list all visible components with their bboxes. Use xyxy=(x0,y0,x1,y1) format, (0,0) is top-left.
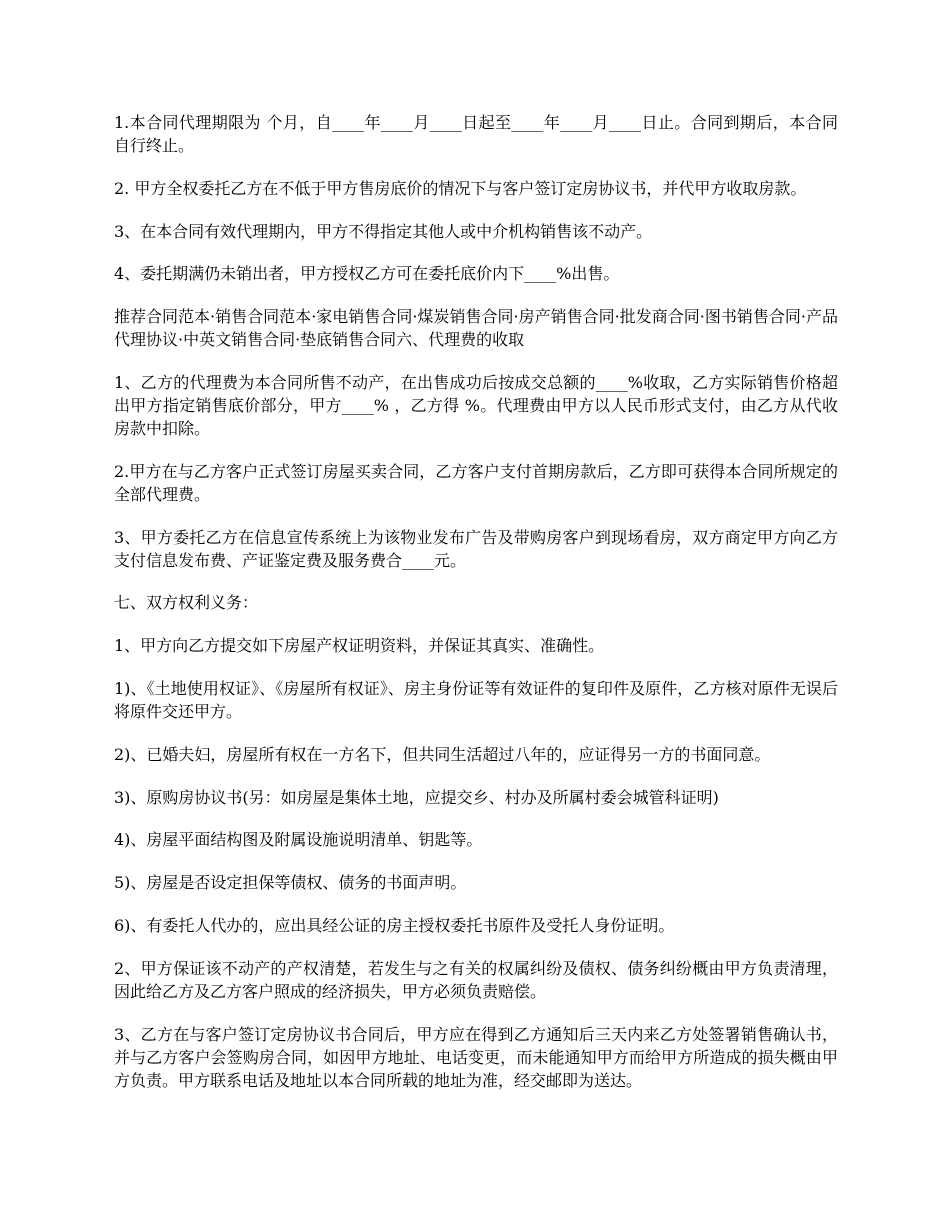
doc-item-1: 1)、《土地使用权证》、《房屋所有权证》、房主身份证等有效证件的复印件及原件，乙方核对原件无误后将原件交还甲方。 xyxy=(114,678,838,721)
clause-price-reduction: 4、委托期满仍未销出者，甲方授权乙方可在委托底价内下____%出售。 xyxy=(114,264,620,284)
doc-item-6: 6)、有委托人代办的，应出具经公证的房主授权委托书原件及受托人身份证明。 xyxy=(114,915,675,935)
recommended-templates-and-section-6-heading: 推荐合同范本·销售合同范本·家电销售合同·煤炭销售合同·房产销售合同·批发商合同·图书销售合同·产品代理协议·中英文销售合同·垫底销售合同六、代理费的收取 xyxy=(114,307,838,350)
section-7-heading: 七、双方权利义务： xyxy=(114,593,259,613)
doc-item-2: 2)、已婚夫妇，房屋所有权在一方名下，但共同生活超过八年的，应证得另一方的书面同意。 xyxy=(114,744,771,764)
clause-title-documents: 1、甲方向乙方提交如下房屋产权证明资料，并保证其真实、准确性。 xyxy=(114,636,605,656)
doc-item-4: 4)、房屋平面结构图及附属设施说明清单、钥匙等。 xyxy=(114,830,483,850)
doc-item-5: 5)、房屋是否设定担保等债权、债务的书面声明。 xyxy=(114,873,467,893)
clause-agency-fee: 1、乙方的代理费为本合同所售不动产，在出售成功后按成交总额的____%收取，乙方实际销售价格超出甲方指定销售底价部分，甲方____% ，乙方得 %。代理费由甲方以人民币形式支付，由乙方从代收房款中扣除。 xyxy=(114,372,838,438)
document-body xyxy=(114,111,838,1111)
clause-agency-term: 1.本合同代理期限为 个月，自____年____月____日起至____年____月____日止。合同到期后，本合同自行终止。 xyxy=(114,113,838,155)
clause-fee-entitlement: 2.甲方在与乙方客户正式签订房屋买卖合同，乙方客户支付首期房款后，乙方即可获得本合同所规定的全部代理费。 xyxy=(114,461,838,504)
clause-advertising-fee: 3、甲方委托乙方在信息宣传系统上为该物业发布广告及带购房客户到现场看房，双方商定甲方向乙方支付信息发布费、产证鉴定费及服务费合____元。 xyxy=(114,527,838,570)
clause-sales-confirmation: 3、乙方在与客户签订定房协议书合同后，甲方应在得到乙方通知后三天内来乙方处签署销售确认书，并与乙方客户会签购房合同，如因甲方地址、电话变更，而未能通知甲方而给甲方所造成的损失概由甲方负责。甲方联系电话及地址以本合同所载的地址为准，经交邮即为送达。 xyxy=(114,1024,838,1090)
doc-item-3: 3)、原购房协议书(另：如房屋是集体土地，应提交乡、村办及所属村委会城管科证明) xyxy=(114,787,719,807)
clause-full-authorization: 2. 甲方全权委托乙方在不低于甲方售房底价的情况下与客户签订定房协议书，并代甲方收取房款。 xyxy=(114,178,807,198)
clause-exclusive-agency: 3、在本合同有效代理期内，甲方不得指定其他人或中介机构销售该不动产。 xyxy=(114,221,653,241)
clause-title-guarantee: 2、甲方保证该不动产的产权清楚，若发生与之有关的权属纠纷及债权、债务纠纷概由甲方负责清理，因此给乙方及乙方客户照成的经济损失，甲方必须负责赔偿。 xyxy=(114,958,838,1001)
